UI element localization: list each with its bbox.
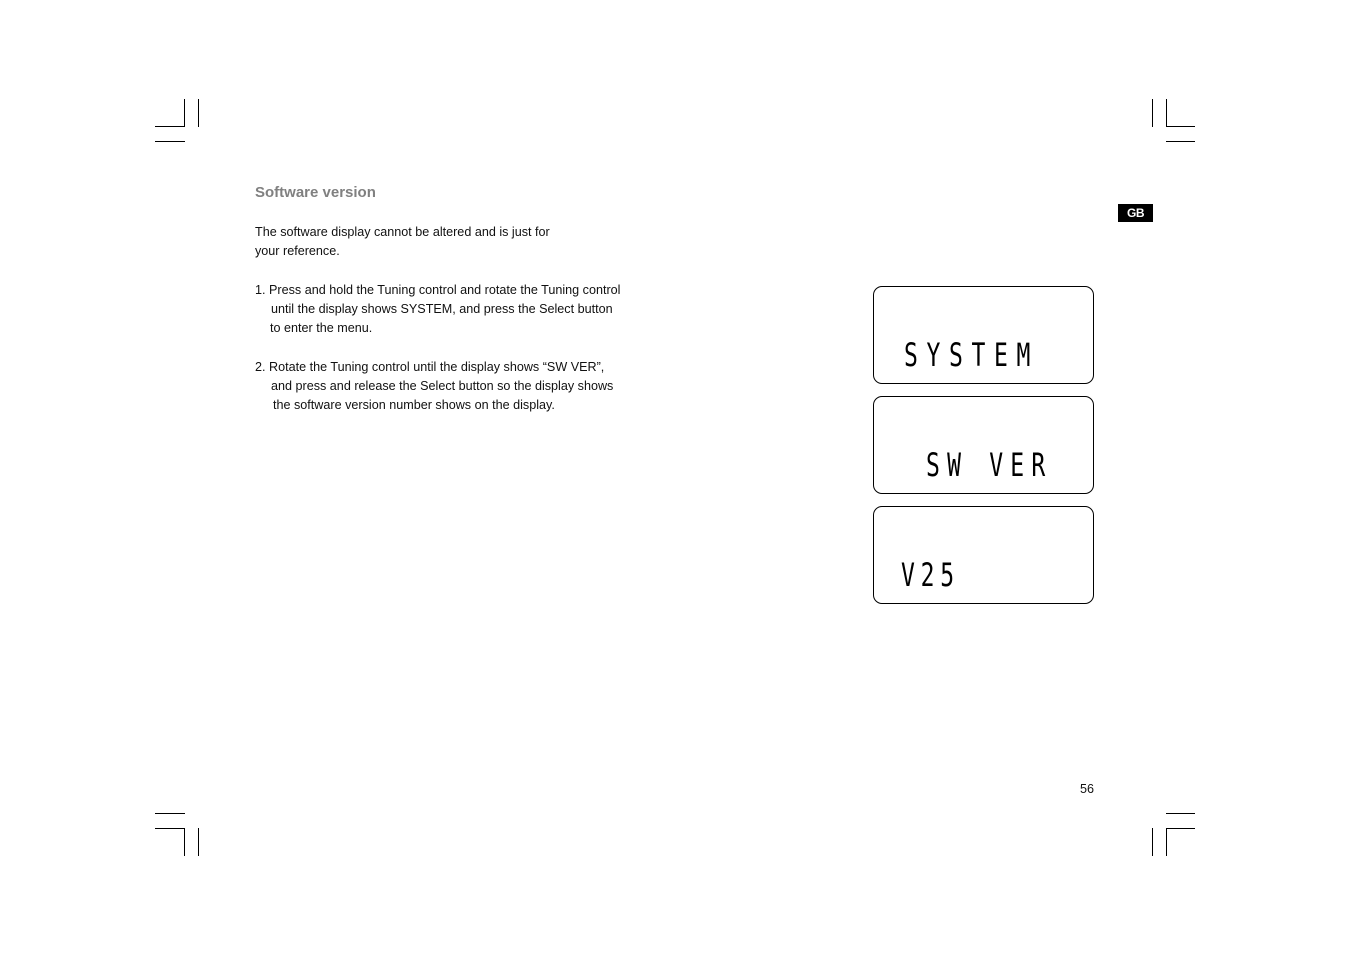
page-number: 56 <box>1080 782 1095 796</box>
intro-paragraph <box>255 223 550 261</box>
crop-mark <box>1166 141 1195 142</box>
step-2 <box>255 358 613 415</box>
text-line: The software display cannot be altered and is just for <box>255 225 550 239</box>
step-1 <box>255 281 620 338</box>
text-line: your reference. <box>255 244 340 258</box>
text-line: 2. Rotate the Tuning control until the display shows “SW VER”, <box>255 360 605 374</box>
crop-mark <box>184 99 185 127</box>
crop-mark <box>1166 828 1195 829</box>
crop-mark <box>1166 813 1195 814</box>
text-line: the software version number shows on the display. <box>273 398 555 412</box>
lcd-text: SW VER <box>926 446 1053 484</box>
crop-mark <box>1166 99 1167 127</box>
crop-mark <box>155 828 185 829</box>
lcd-display-sw-ver <box>873 396 1094 494</box>
language-badge: GB <box>1118 204 1153 222</box>
text-line: until the display shows SYSTEM, and press the Select button <box>271 302 613 316</box>
crop-mark <box>198 828 199 856</box>
crop-mark <box>1152 99 1153 127</box>
crop-mark <box>184 828 185 856</box>
lcd-display-version <box>873 506 1094 604</box>
crop-mark <box>1166 828 1167 856</box>
lcd-display-system <box>873 286 1094 384</box>
crop-mark <box>1166 126 1195 127</box>
text-line: and press and release the Select button so the display shows <box>271 379 614 393</box>
text-line: to enter the menu. <box>270 321 373 335</box>
crop-mark <box>155 141 185 142</box>
crop-mark <box>155 126 185 127</box>
crop-mark <box>198 99 199 127</box>
lcd-text: SYSTEM <box>904 336 1040 374</box>
text-line: 1. Press and hold the Tuning control and rotate the Tuning control <box>255 283 621 297</box>
crop-mark <box>1152 828 1153 856</box>
lcd-text: V25 <box>901 556 960 594</box>
crop-mark <box>155 813 185 814</box>
section-title: Software version <box>255 184 376 201</box>
